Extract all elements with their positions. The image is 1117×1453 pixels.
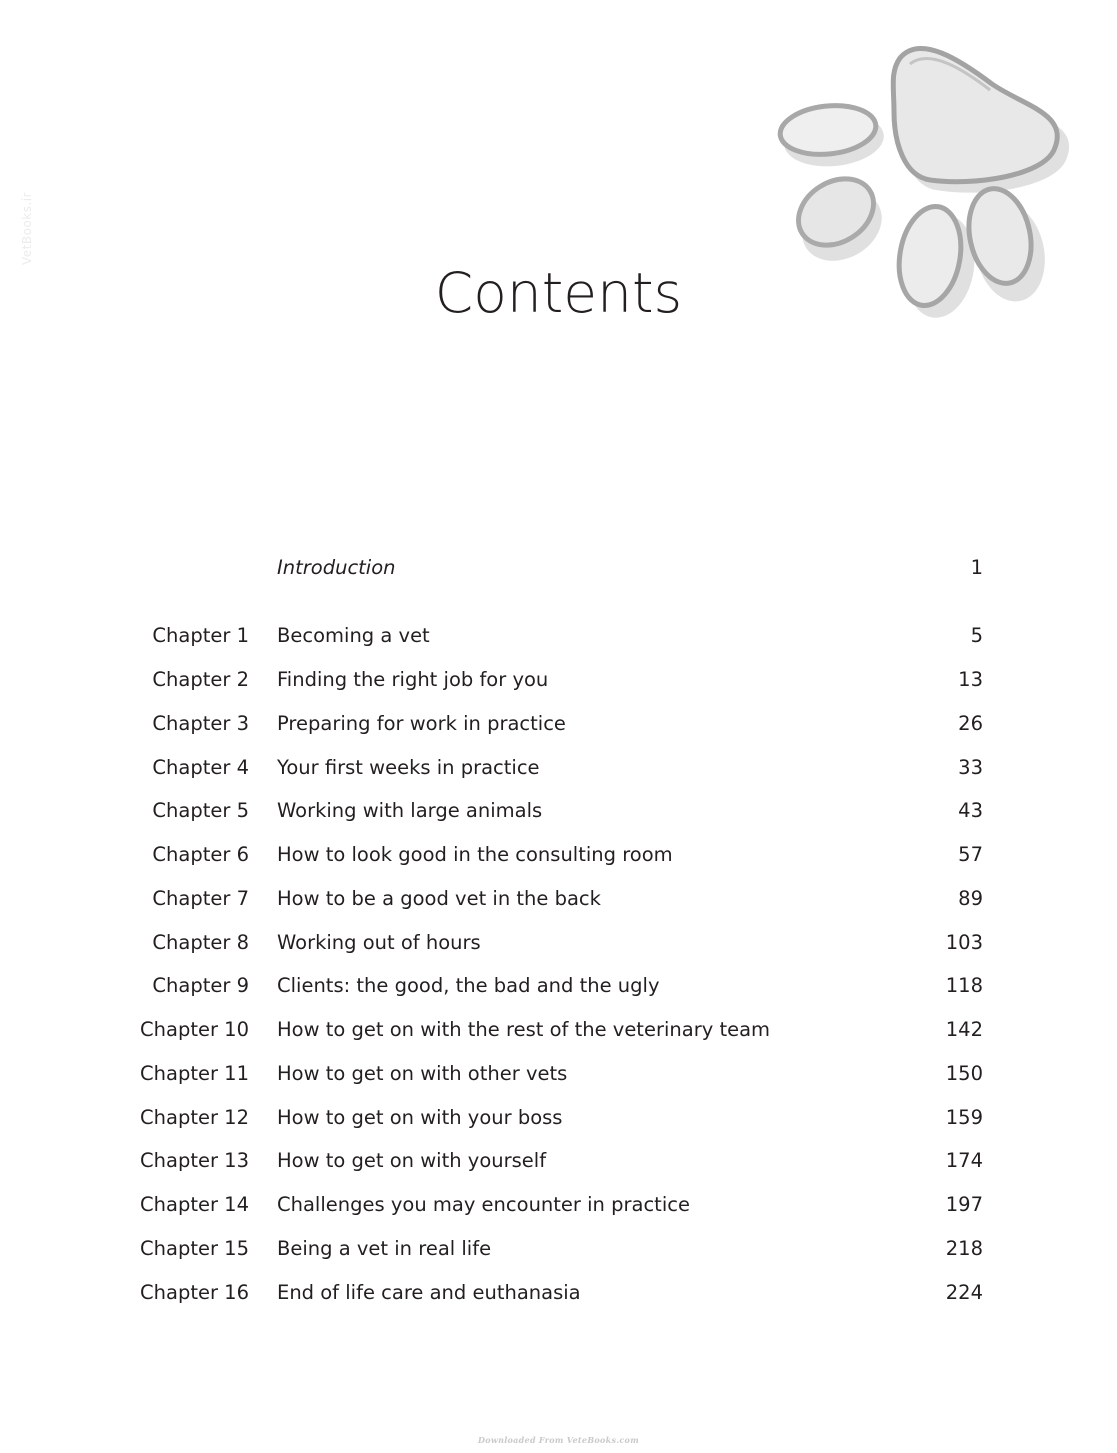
toc-row-introduction[interactable] bbox=[0, 553, 1117, 583]
toc-row-chapter-8[interactable] bbox=[0, 928, 1117, 958]
toc-entry-title: How to be a good vet in the back bbox=[277, 887, 601, 910]
toc-row-chapter-7[interactable] bbox=[0, 884, 1117, 914]
toc-entry-title: How to get on with the rest of the veterinary team bbox=[277, 1018, 771, 1041]
toc-row-chapter-1[interactable] bbox=[0, 621, 1117, 651]
toc-chapter-label: Chapter 15 bbox=[140, 1237, 249, 1260]
toc-row-chapter-14[interactable] bbox=[0, 1190, 1117, 1220]
toc-entry-title: Your first weeks in practice bbox=[277, 756, 540, 779]
toc-entry-title: End of life care and euthanasia bbox=[277, 1281, 581, 1304]
toc-page-number: 218 bbox=[945, 1237, 983, 1260]
toc-row-chapter-4[interactable] bbox=[0, 753, 1117, 783]
toc-entry-title: Working with large animals bbox=[277, 799, 543, 822]
toc-chapter-label: Chapter 14 bbox=[140, 1193, 249, 1216]
toc-row-chapter-10[interactable] bbox=[0, 1015, 1117, 1045]
toc-page-number: 103 bbox=[945, 931, 983, 954]
toc-chapter-label: Chapter 13 bbox=[140, 1149, 249, 1172]
toc-row-chapter-11[interactable] bbox=[0, 1059, 1117, 1089]
toc-page-number: 33 bbox=[958, 756, 983, 779]
page-title: Contents bbox=[434, 261, 683, 325]
toc-page-number: 118 bbox=[945, 974, 983, 997]
toc-entry-title: How to look good in the consulting room bbox=[277, 843, 673, 866]
toc-entry-title: Challenges you may encounter in practice bbox=[277, 1193, 690, 1216]
toc-chapter-label: Chapter 10 bbox=[140, 1018, 249, 1041]
toc-row-chapter-2[interactable] bbox=[0, 665, 1117, 695]
toc-entry-title: Preparing for work in practice bbox=[277, 712, 566, 735]
toc-entry-title: Being a vet in real life bbox=[277, 1237, 492, 1260]
toc-page-number: 174 bbox=[945, 1149, 983, 1172]
toc-chapter-label: Chapter 9 bbox=[152, 974, 249, 997]
toc-entry-title: Becoming a vet bbox=[277, 624, 430, 647]
footer-watermark: Downloaded From VeteBooks.com bbox=[478, 1435, 639, 1445]
side-watermark: VetBooks.ir bbox=[20, 191, 34, 265]
toc-row-chapter-6[interactable] bbox=[0, 840, 1117, 870]
toc-page-number: 142 bbox=[945, 1018, 983, 1041]
toc-chapter-label: Chapter 3 bbox=[152, 712, 249, 735]
toc-page-number: 224 bbox=[945, 1281, 983, 1304]
toc-row-chapter-3[interactable] bbox=[0, 709, 1117, 739]
toc-entry-title: Introduction bbox=[277, 556, 396, 579]
toc-chapter-label: Chapter 2 bbox=[152, 668, 249, 691]
toc-page-number: 150 bbox=[945, 1062, 983, 1085]
toc-page-number: 89 bbox=[958, 887, 983, 910]
toc-entry-title: Finding the right job for you bbox=[277, 668, 549, 691]
toc-entry-title: How to get on with your boss bbox=[277, 1106, 563, 1129]
toc-page-number: 5 bbox=[970, 624, 983, 647]
toc-page-number: 1 bbox=[970, 556, 983, 579]
toc-chapter-label: Chapter 4 bbox=[152, 756, 249, 779]
toc-entry-title: How to get on with other vets bbox=[277, 1062, 568, 1085]
toc-row-chapter-13[interactable] bbox=[0, 1146, 1117, 1176]
toc-row-chapter-16[interactable] bbox=[0, 1278, 1117, 1308]
toc-row-chapter-9[interactable] bbox=[0, 971, 1117, 1001]
toc-row-chapter-5[interactable] bbox=[0, 796, 1117, 826]
toc-chapter-label: Chapter 7 bbox=[152, 887, 249, 910]
toc-page-number: 26 bbox=[958, 712, 983, 735]
toc-entry-title: How to get on with yourself bbox=[277, 1149, 547, 1172]
toc-chapter-label: Chapter 16 bbox=[140, 1281, 249, 1304]
toc-page-number: 197 bbox=[945, 1193, 983, 1216]
toc-chapter-label: Chapter 8 bbox=[152, 931, 249, 954]
toc-page-number: 57 bbox=[958, 843, 983, 866]
toc-row-chapter-15[interactable] bbox=[0, 1234, 1117, 1264]
toc-page-number: 159 bbox=[945, 1106, 983, 1129]
toc-chapter-label: Chapter 5 bbox=[152, 799, 249, 822]
toc-chapter-label: Chapter 1 bbox=[152, 624, 249, 647]
toc-page-number: 13 bbox=[958, 668, 983, 691]
toc-entry-title: Clients: the good, the bad and the ugly bbox=[277, 974, 660, 997]
toc-entry-title: Working out of hours bbox=[277, 931, 481, 954]
toc-row-chapter-12[interactable] bbox=[0, 1103, 1117, 1133]
toc-page-number: 43 bbox=[958, 799, 983, 822]
toc-chapter-label: Chapter 11 bbox=[140, 1062, 249, 1085]
toc-chapter-label: Chapter 12 bbox=[140, 1106, 249, 1129]
toc-chapter-label: Chapter 6 bbox=[152, 843, 249, 866]
